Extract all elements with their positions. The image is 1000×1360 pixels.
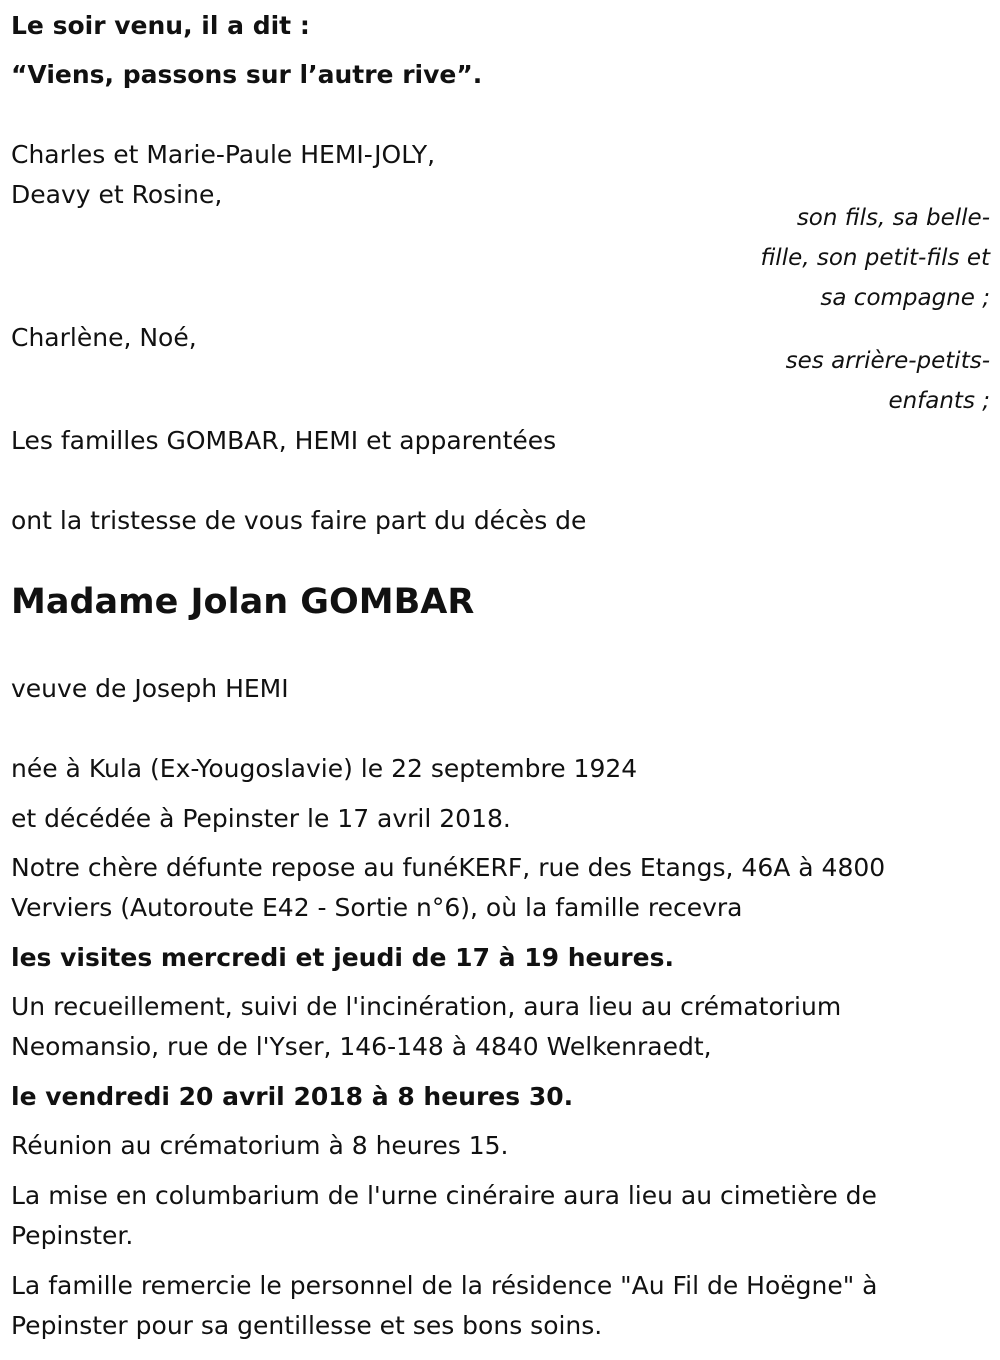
epigraph-line-2: “Viens, passons sur l’autre rive”. (11, 60, 483, 89)
death-line: et décédée à Pepinster le 17 avril 2018. (11, 804, 511, 833)
ceremony-date-line: le vendredi 20 avril 2018 à 8 heures 30. (11, 1082, 574, 1111)
son-names-line-1: Charles et Marie-Paule HEMI-JOLY, (11, 140, 436, 169)
thanks-line-2: Pepinster pour sa gentillesse et ses bons soins. (11, 1311, 603, 1340)
families-line: Les familles GOMBAR, HEMI et apparentées (11, 426, 557, 455)
meeting-line: Réunion au crématorium à 8 heures 15. (11, 1131, 509, 1160)
son-relation-line-2: fille, son petit-fils et (760, 245, 990, 271)
columbarium-line-1: La mise en columbarium de l'urne cinéraire aura lieu au cimetière de (11, 1181, 877, 1210)
great-grandchildren-names: Charlène, Noé, (11, 323, 197, 352)
announcement-line: ont la tristesse de vous faire part du décès de (11, 506, 587, 535)
birth-line: née à Kula (Ex-Yougoslavie) le 22 septembre 1924 (11, 754, 638, 783)
visits-line: les visites mercredi et jeudi de 17 à 19 heures. (11, 943, 674, 972)
rest-line-2: Verviers (Autoroute E42 - Sortie n°6), où la famille recevra (11, 893, 743, 922)
great-relation-line-2: enfants ; (888, 388, 990, 414)
epigraph-line-1: Le soir venu, il a dit : (11, 11, 310, 40)
son-names-line-2: Deavy et Rosine, (11, 180, 223, 209)
ceremony-line-2: Neomansio, rue de l'Yser, 146-148 à 4840 Welkenraedt, (11, 1032, 712, 1061)
son-relation-line-3: sa compagne ; (820, 285, 990, 311)
great-relation-line-1: ses arrière-petits- (785, 348, 990, 374)
ceremony-line-1: Un recueillement, suivi de l'incinération, aura lieu au crématorium (11, 992, 842, 1021)
widow-of-line: veuve de Joseph HEMI (11, 674, 289, 703)
thanks-line-1: La famille remercie le personnel de la résidence "Au Fil de Hoëgne" à (11, 1271, 878, 1300)
son-relation-line-1: son fils, sa belle- (796, 205, 990, 231)
rest-line-1: Notre chère défunte repose au funéKERF, rue des Etangs, 46A à 4800 (11, 853, 886, 882)
deceased-name: Madame Jolan GOMBAR (11, 582, 475, 622)
columbarium-line-2: Pepinster. (11, 1221, 134, 1250)
